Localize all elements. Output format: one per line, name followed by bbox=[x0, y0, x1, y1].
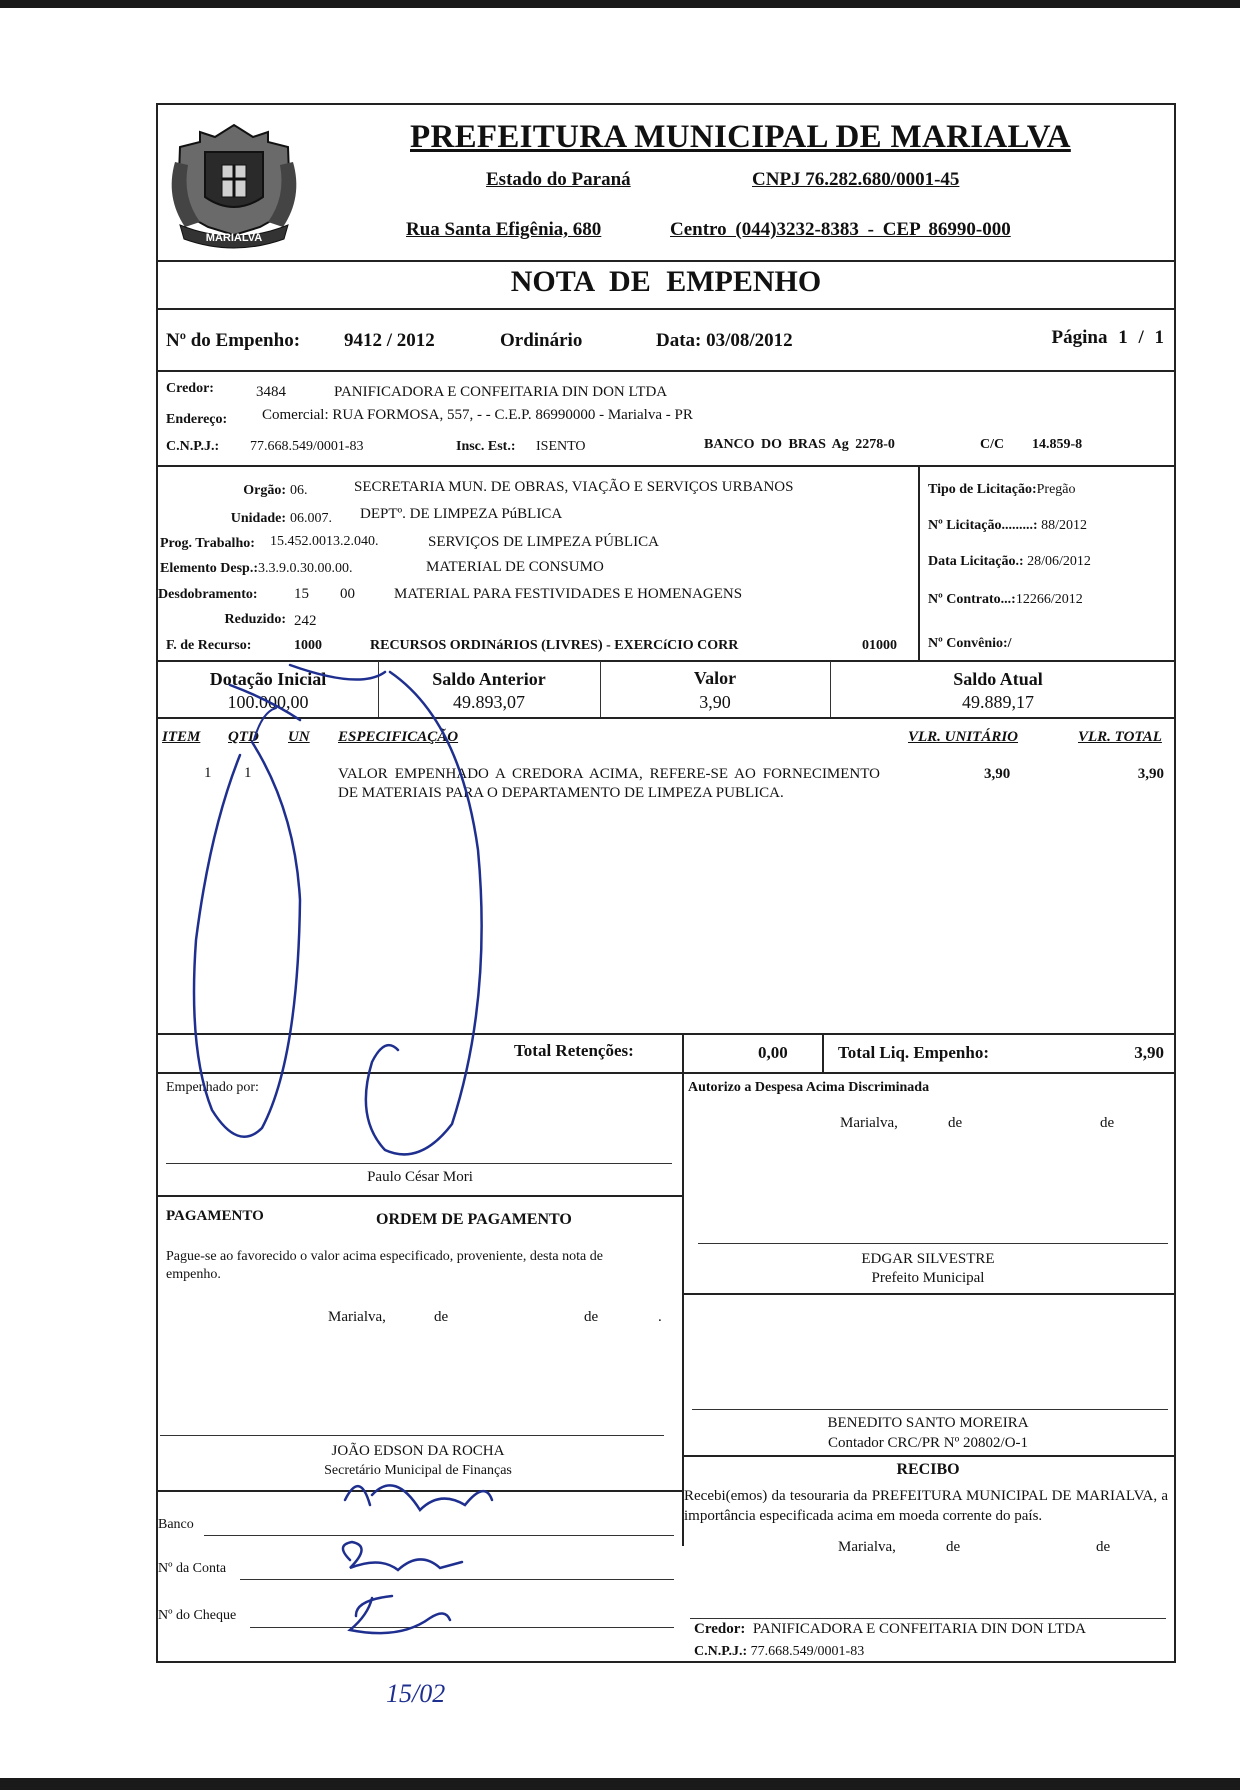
crest-banner-text: MARIALVA bbox=[205, 232, 263, 244]
item-unit-value: 3,90 bbox=[984, 766, 1011, 782]
contrato bbox=[928, 592, 1083, 608]
recibo-place: Marialva, bbox=[838, 1539, 896, 1555]
recibo-credor-label: Credor: bbox=[694, 1621, 746, 1637]
municipal-crest bbox=[160, 117, 308, 257]
credor-name: PANIFICADORA E CONFEITARIA DIN DON LTDA bbox=[334, 384, 668, 400]
col-total-value: VLR. TOTAL bbox=[1078, 729, 1162, 745]
handwritten-footer-note: 15/02 bbox=[386, 1679, 446, 1708]
edgar-role: Prefeito Municipal bbox=[871, 1270, 985, 1286]
benedito-signer: BENEDITO SANTO MOREIRA bbox=[827, 1415, 1029, 1431]
autorizo-de2: de bbox=[1100, 1115, 1115, 1131]
scan-bottom-border bbox=[0, 1778, 1240, 1790]
recibo-cnpj-label: C.N.P.J.: bbox=[694, 1644, 748, 1659]
desdobramento-label: Desdobramento: bbox=[158, 587, 258, 602]
autorizo-label: Autorizo a Despesa Acima Discriminada bbox=[688, 1080, 930, 1095]
header-address: Rua Santa Efigênia, 680 bbox=[406, 219, 602, 240]
joao-signer: JOÃO EDSON DA ROCHA bbox=[331, 1443, 505, 1459]
empenho-page: Página 1 / 1 bbox=[1051, 327, 1164, 348]
elemento-name: MATERIAL DE CONSUMO bbox=[426, 559, 604, 575]
fonte-label: F. de Recurso: bbox=[166, 638, 252, 653]
autorizo-place: Marialva, bbox=[840, 1115, 898, 1131]
pagamento-de2: de bbox=[584, 1309, 599, 1325]
unidade-name: DEPTº. DE LIMPEZA PúBLICA bbox=[360, 506, 563, 522]
cheque-label: Nº do Cheque bbox=[158, 1608, 237, 1623]
fonte-extra: 01000 bbox=[862, 638, 897, 653]
unidade-code: 06.007. bbox=[290, 511, 332, 526]
orgao-code: 06. bbox=[290, 483, 308, 498]
pagamento-place: Marialva, bbox=[328, 1309, 386, 1325]
pagamento-de1: de bbox=[434, 1309, 449, 1325]
recibo-cnpj-value: 77.668.549/0001-83 bbox=[750, 1644, 865, 1659]
pagamento-text: Pague-se ao favorecido o valor acima especificado, proveniente, desta nota de empenho. bbox=[166, 1249, 603, 1282]
page-title: PREFEITURA MUNICIPAL DE MARIALVA bbox=[410, 119, 1071, 155]
ordem-pagamento-label: ORDEM DE PAGAMENTO bbox=[376, 1211, 572, 1228]
cnpj-label: C.N.P.J.: bbox=[166, 439, 220, 454]
licitacao-date bbox=[928, 554, 1091, 570]
item-qtd: 1 bbox=[244, 765, 252, 781]
licitacao-date-label: Data Licitação.: bbox=[928, 554, 1024, 569]
reduzido-value: 242 bbox=[294, 613, 317, 629]
fonte-name: RECURSOS ORDINáRIOS (LIVRES) - EXERCíCIO CORR bbox=[370, 638, 739, 653]
pagamento-dot: . bbox=[658, 1309, 662, 1325]
credor-bank: BANCO DO BRAS Ag 2278-0 bbox=[704, 437, 895, 452]
empenhado-name: Paulo César Mori bbox=[367, 1169, 473, 1185]
recibo-text: Recebi(emos) da tesouraria da PREFEITURA MUNICIPAL DE MARIALVA, a importância especificada acima em moeda corrente do país. bbox=[684, 1488, 1168, 1524]
col-qtd: QTD bbox=[228, 729, 259, 745]
col-especificacao: ESPECIFICAÇÃO bbox=[338, 729, 459, 745]
scan-top-border bbox=[0, 0, 1240, 8]
document-title: NOTA DE EMPENHO bbox=[510, 265, 822, 298]
saldo-anterior-label: Saldo Anterior bbox=[432, 669, 546, 689]
orgao-label: Orgão: bbox=[243, 483, 286, 498]
empenho-type: Ordinário bbox=[500, 330, 583, 351]
header-contact: Centro (044)3232-8383 - CEP 86990-000 bbox=[670, 219, 1011, 240]
recibo-de2: de bbox=[1096, 1539, 1111, 1555]
empenho-form bbox=[156, 103, 1176, 1663]
licitacao-number-label: Nº Licitação.........: bbox=[928, 518, 1038, 533]
header-state: Estado do Paraná bbox=[486, 169, 631, 190]
empenho-date: Data: 03/08/2012 bbox=[656, 330, 793, 351]
benedito-role: Contador CRC/PR Nº 20802/O-1 bbox=[827, 1435, 1029, 1451]
recibo-label: RECIBO bbox=[896, 1461, 960, 1478]
recibo-cnpj bbox=[694, 1644, 864, 1660]
convenio-label: Nº Convênio:/ bbox=[928, 636, 1012, 651]
desdobramento-name: MATERIAL PARA FESTIVIDADES E HOMENAGENS bbox=[394, 586, 743, 602]
licitacao-number-value: 88/2012 bbox=[1041, 518, 1087, 533]
edgar-signer: EDGAR SILVESTRE bbox=[861, 1251, 995, 1267]
valor-value: 3,90 bbox=[699, 692, 731, 712]
recibo-credor-name: PANIFICADORA E CONFEITARIA DIN DON LTDA bbox=[752, 1621, 1087, 1637]
licitacao-type-label: Tipo de Licitação: bbox=[928, 482, 1037, 497]
licitacao-type-value: Pregão bbox=[1036, 482, 1076, 497]
dotacao-label: Dotação Inicial bbox=[209, 669, 327, 689]
prog-code: 15.452.0013.2.040. bbox=[270, 534, 379, 549]
retencoes-value: 0,00 bbox=[758, 1043, 788, 1062]
credor-cc: 14.859-8 bbox=[1032, 437, 1083, 452]
credor-insc: ISENTO bbox=[536, 439, 586, 454]
pagamento-label: PAGAMENTO bbox=[166, 1208, 264, 1224]
cc-label: C/C bbox=[980, 437, 1005, 452]
contrato-label: Nº Contrato...: bbox=[928, 592, 1016, 607]
prog-label: Prog. Trabalho: bbox=[160, 536, 255, 551]
recibo-credor bbox=[694, 1621, 1086, 1638]
item-total-value: 3,90 bbox=[1137, 766, 1164, 782]
crest-icon bbox=[160, 117, 308, 257]
col-unit-value: VLR. UNITÁRIO bbox=[908, 729, 1019, 745]
banco-label: Banco bbox=[158, 1517, 194, 1532]
dotacao-value: 100.000,00 bbox=[227, 692, 309, 712]
credor-cnpj: 77.668.549/0001-83 bbox=[250, 439, 364, 454]
elemento-label: Elemento Desp.: bbox=[160, 561, 258, 576]
credor-address: Comercial: RUA FORMOSA, 557, - - C.E.P. 86990000 - Marialva - PR bbox=[262, 407, 693, 423]
licitacao-date-value: 28/06/2012 bbox=[1027, 554, 1091, 569]
item-number: 1 bbox=[204, 765, 212, 781]
desdobramento-code2: 00 bbox=[340, 586, 355, 602]
licitacao-number bbox=[928, 518, 1087, 534]
saldo-atual-value: 49.889,17 bbox=[962, 692, 1034, 712]
saldo-atual-label: Saldo Atual bbox=[953, 669, 1043, 689]
empenho-number: 9412 / 2012 bbox=[344, 330, 435, 351]
col-item: ITEM bbox=[162, 729, 201, 745]
prog-name: SERVIÇOS DE LIMPEZA PÚBLICA bbox=[428, 534, 659, 550]
fonte-code: 1000 bbox=[294, 638, 322, 653]
item-description: VALOR EMPENHADO A CREDORA ACIMA, REFERE-SE AO FORNECIMENTO DE MATERIAIS PARA O DEPARTAMENTO DE LIMPEZA PUBLICA. bbox=[338, 766, 880, 801]
contrato-value: 12266/2012 bbox=[1015, 592, 1083, 607]
header-cnpj: CNPJ 76.282.680/0001-45 bbox=[752, 169, 960, 190]
joao-role: Secretário Municipal de Finanças bbox=[324, 1463, 512, 1478]
conta-label: Nº da Conta bbox=[158, 1561, 227, 1576]
address-label: Endereço: bbox=[166, 412, 228, 427]
reduzido-label: Reduzido: bbox=[224, 612, 286, 627]
valor-label: Valor bbox=[693, 668, 737, 688]
empenho-number-label: Nº do Empenho: bbox=[166, 330, 301, 351]
autorizo-de1: de bbox=[948, 1115, 963, 1131]
empenhado-label: Empenhado por: bbox=[166, 1080, 259, 1095]
recibo-de1: de bbox=[946, 1539, 961, 1555]
orgao-name: SECRETARIA MUN. DE OBRAS, VIAÇÃO E SERVIÇOS URBANOS bbox=[354, 479, 794, 495]
insc-label: Insc. Est.: bbox=[456, 439, 516, 454]
unidade-label: Unidade: bbox=[230, 511, 286, 526]
saldo-anterior-value: 49.893,07 bbox=[453, 692, 525, 712]
elemento-code: 3.3.9.0.30.00.00. bbox=[258, 561, 353, 576]
licitacao-type bbox=[928, 482, 1076, 498]
liq-value: 3,90 bbox=[1134, 1043, 1164, 1062]
credor-code: 3484 bbox=[256, 384, 286, 400]
liq-label: Total Liq. Empenho: bbox=[838, 1043, 989, 1062]
credor-label: Credor: bbox=[166, 381, 214, 396]
desdobramento-code1: 15 bbox=[294, 586, 309, 602]
col-un: UN bbox=[288, 729, 310, 745]
retencoes-label: Total Retenções: bbox=[514, 1041, 634, 1060]
